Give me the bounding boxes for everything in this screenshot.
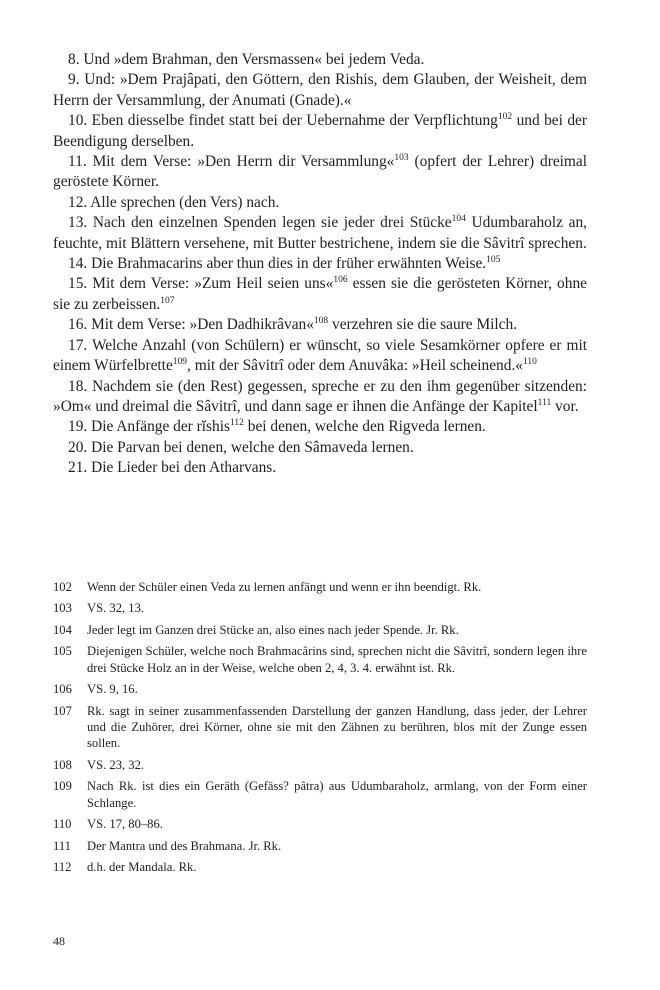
footnote	[53, 757, 587, 773]
paragraph	[53, 336, 587, 377]
page-number: 48	[53, 934, 65, 948]
footnote-marker[interactable]: 105	[486, 255, 501, 266]
footnote-marker[interactable]: 112	[230, 418, 244, 429]
footnote	[53, 579, 587, 595]
footnote-marker[interactable]: 106	[333, 275, 348, 286]
footnote-text: Diejenigen Schüler, welche noch Brahmacârins sind, sprechen nicht die Sâvitrî, sondern legen ihre drei Stücke Holz an in der Weise, welche oben 2, 4, 3. 4. erwähnt ist. Rk.	[87, 644, 587, 675]
footnote-marker[interactable]: 103	[394, 153, 409, 164]
footnote-marker[interactable]: 104	[451, 214, 466, 225]
paragraph	[53, 50, 587, 70]
paragraph	[53, 417, 587, 437]
footnote-number: 108	[53, 757, 72, 772]
footnote-text: Jeder legt im Ganzen drei Stücke an, also eines nach jeder Spende. Jr. Rk.	[87, 622, 459, 637]
footnote-text: VS. 17, 80–86.	[87, 817, 163, 832]
footnote	[53, 622, 587, 638]
footnote-text: Rk. sagt in seiner zusammenfassenden Darstellung der ganzen Handlung, dass jeder, der Lehrer und die Zuhörer, drei Körner, ohne sie mit den Zähnen zu berühren, blos mit der Zunge essen sollen.	[87, 703, 587, 751]
paragraph-text: 16. Mit dem Verse: »Den Dadhikrâvan«	[68, 316, 314, 334]
footnote-number: 105	[53, 644, 72, 659]
footnote-text: VS. 23, 32.	[87, 757, 145, 772]
paragraph-text: 19. Die Anfänge der rĭshis	[68, 418, 230, 436]
footnote-number: 111	[53, 838, 71, 853]
paragraph-text: 20. Die Parvan bei denen, welche den Sâmaveda lernen.	[68, 438, 414, 456]
paragraph	[53, 70, 587, 111]
footnote-text: Wenn der Schüler einen Veda zu lernen anfängt und wenn er ihn beendigt. Rk.	[87, 580, 482, 594]
footnote-text: d.h. der Mandala. Rk.	[87, 860, 197, 875]
paragraph	[53, 213, 587, 254]
paragraph-text: 13. Nach den einzelnen Spenden legen sie jeder drei Stücke	[68, 214, 452, 232]
paragraph-text: essen sie die gerösteten Körner, ohne sie zu zerbeissen.	[53, 275, 587, 313]
paragraph-text: bei denen, welche den Rigveda lernen.	[243, 418, 486, 436]
paragraph	[53, 254, 587, 274]
paragraph-text: vor.	[551, 397, 579, 415]
paragraph-text: 15. Mit dem Verse: »Zum Heil seien uns«	[68, 275, 334, 293]
paragraph	[53, 193, 587, 213]
footnote-marker[interactable]: 111	[537, 397, 552, 408]
footnote-number: 102	[53, 580, 72, 594]
paragraph-text: 10. Eben diesselbe findet statt bei der Uebernahme der Verpflichtung	[68, 112, 498, 130]
footnote	[53, 600, 587, 616]
footnote-number: 104	[53, 622, 72, 637]
footnote	[53, 681, 587, 697]
paragraph-text: 18. Nachdem sie (den Rest) gegessen, spreche er zu den ihm gegenüber sitzenden: »Om« und dreimal die Sâvitrî, und dann sage er ihnen die Anfänge der Kapitel	[53, 377, 587, 415]
paragraph	[53, 377, 587, 418]
paragraph-text: 11. Mit dem Verse: »Den Herrn dir Versammlung«	[68, 153, 395, 171]
footnote-number: 110	[53, 817, 72, 832]
footnote-marker[interactable]: 102	[497, 112, 513, 123]
footnote-number: 107	[53, 703, 72, 718]
footnote-text: Nach Rk. ist dies ein Geräth (Gefäss? pâtra) aus Udumbaraholz, armlang, von der Form einer Schlange.	[87, 779, 587, 810]
footnote-text: Der Mantra und des Brahmana. Jr. Rk.	[87, 838, 282, 853]
paragraph	[53, 111, 587, 152]
paragraph	[53, 438, 587, 458]
footnote-marker[interactable]: 109	[172, 357, 188, 368]
footnote-number: 106	[53, 682, 72, 697]
paragraph	[53, 315, 587, 335]
paragraph-text: 14. Die Brahmacarins aber thun dies in der früher erwähnten Weise.	[68, 255, 487, 273]
paragraph-text: 8. Und »dem Brahman, den Versmassen« bei jedem Veda.	[68, 51, 425, 68]
paragraph	[53, 274, 587, 315]
paragraph-text: 9. Und: »Dem Prajâpati, den Göttern, den Rishis, dem Glauben, der Weisheit, dem Herrn der Versammlung, der Anumati (Gnade).«	[53, 71, 587, 109]
paragraph-text: Udumbaraholz an, feuchte, mit Blättern versehene, mit Butter bestrichene, indem sie die Sâvitrî sprechen.	[53, 214, 587, 252]
footnotes	[53, 579, 587, 881]
paragraph-text: 17. Welche Anzahl (von Schülern) er wünscht, so viele Sesamkörner opfere er mit einem Würfelbrette	[53, 336, 587, 375]
footnote	[53, 778, 587, 811]
paragraph-text: 12. Alle sprechen (den Vers) nach.	[68, 193, 280, 211]
paragraph	[53, 152, 587, 193]
paragraph-text: 21. Die Lieder bei den Atharvans.	[68, 459, 277, 477]
paragraph-text: verzehren sie die saure Milch.	[328, 316, 518, 334]
footnote	[53, 816, 587, 832]
paragraph-text: (opfert der Lehrer) dreimal geröstete Körner.	[53, 153, 588, 191]
footnote-number: 103	[53, 601, 72, 616]
footnote-number: 112	[53, 860, 72, 875]
footnote-marker[interactable]: 107	[160, 295, 175, 306]
footnote-marker[interactable]: 108	[313, 316, 329, 327]
footnote-text: VS. 9, 16.	[87, 682, 138, 697]
footnote	[53, 643, 587, 676]
paragraph-text: und bei der Beendigung derselben.	[53, 112, 587, 150]
footnote-text: VS. 32, 13.	[87, 601, 145, 616]
body-text	[53, 50, 587, 479]
paragraph-text: , mit der Sâvitrî oder dem Anuvâka: »Heil scheinend.«	[187, 357, 523, 375]
footnote-marker[interactable]: 110	[523, 357, 537, 368]
footnote	[53, 859, 587, 875]
footnote	[53, 703, 587, 752]
footnote-number: 109	[53, 779, 72, 794]
footnote	[53, 838, 587, 854]
paragraph	[53, 458, 587, 478]
